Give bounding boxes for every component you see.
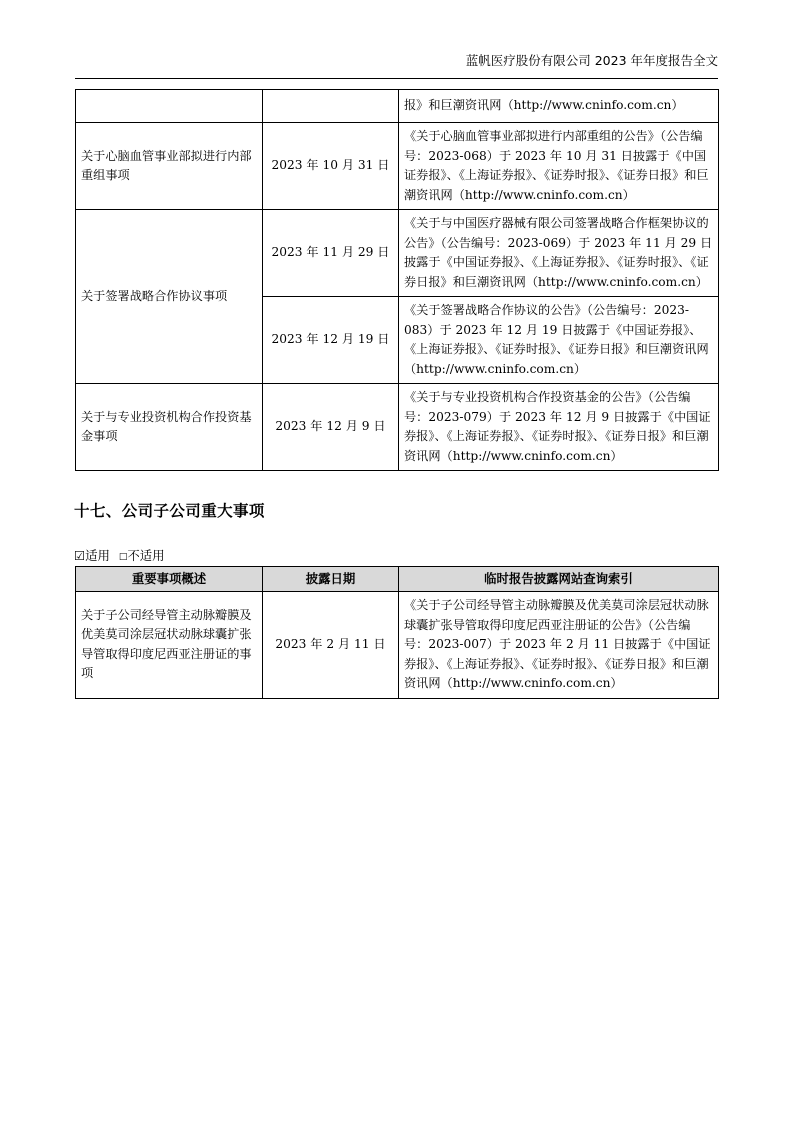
cell-date: 2023 年 12 月 19 日 <box>263 297 399 384</box>
column-header-date: 披露日期 <box>263 567 399 592</box>
not-applicable-option[interactable] <box>119 548 165 563</box>
table-row <box>76 384 719 471</box>
checkbox-empty-icon[interactable]: □ <box>118 552 128 562</box>
subsidiary-events-table-container <box>75 566 719 699</box>
table-row <box>76 210 719 297</box>
cell-date: 2023 年 2 月 11 日 <box>263 592 399 699</box>
cell-disclosure-index: 《关于心脑血管事业部拟进行内部重组的公告》（公告编号：2023-068）于 2023 年 10 月 31 日披露于《中国证券报》、《上海证券报》、《证券时报》、《证券日报》和巨潮资讯网（http://www.cninfo.com.cn） <box>399 123 719 210</box>
cell-date: 2023 年 11 月 29 日 <box>263 210 399 297</box>
column-header-topic: 重要事项概述 <box>76 567 263 592</box>
page-section-heading: 十七、公司子公司重大事项 <box>74 502 265 520</box>
applicability-selector <box>74 546 174 564</box>
cell-topic <box>76 90 263 123</box>
cell-disclosure-index: 《关于子公司经导管主动脉瓣膜及优美莫司涂层冠状动脉球囊扩张导管取得印度尼西亚注册证的公告》（公告编号：2023-007）于 2023 年 2 月 11 日披露于《中国证券报》、《上海证券报》、《证券时报》、《证券日报》和巨潮资讯网（http://www.cninfo.com.cn） <box>399 592 719 699</box>
announcements-table-container <box>75 89 719 471</box>
cell-disclosure-index: 《关于与中国医疗器械有限公司签署战略合作框架协议的公告》（公告编号：2023-069）于 2023 年 11 月 29 日披露于《中国证券报》、《上海证券报》、《证券时报》、《证券日报》和巨潮资讯网（http://www.cninfo.com.cn） <box>399 210 719 297</box>
cell-date: 2023 年 12 月 9 日 <box>263 384 399 471</box>
column-header-index: 临时报告披露网站查询索引 <box>399 567 719 592</box>
table-header-row <box>76 567 719 592</box>
table-row-continued <box>76 90 719 123</box>
applicable-label: 适用 <box>85 548 110 563</box>
not-applicable-label: 不适用 <box>127 548 165 563</box>
header-divider-rule <box>75 78 718 79</box>
table-row <box>76 123 719 210</box>
cell-topic: 关于子公司经导管主动脉瓣膜及优美莫司涂层冠状动脉球囊扩张导管取得印度尼西亚注册证的事项 <box>76 592 263 699</box>
checkbox-checked-icon[interactable]: ☑ <box>74 548 86 563</box>
page-header-title: 蓝帆医疗股份有限公司 2023 年年度报告全文 <box>465 53 718 68</box>
cell-disclosure-index: 《关于签署战略合作协议的公告》（公告编号：2023-083）于 2023 年 12 月 19 日披露于《中国证券报》、《上海证券报》、《证券时报》、《证券日报》和巨潮资讯网（http://www.cninfo.com.cn） <box>399 297 719 384</box>
cell-topic: 关于心脑血管事业部拟进行内部重组事项 <box>76 123 263 210</box>
cell-disclosure-index: 《关于与专业投资机构合作投资基金的公告》（公告编号：2023-079）于 2023 年 12 月 9 日披露于《中国证券报》、《上海证券报》、《证券时报》、《证券日报》和巨潮资讯网（http://www.cninfo.com.cn） <box>399 384 719 471</box>
cell-disclosure-index: 报》和巨潮资讯网（http://www.cninfo.com.cn） <box>399 90 719 123</box>
subsidiary-events-table <box>75 566 719 699</box>
table-row <box>76 592 719 699</box>
applicable-option[interactable] <box>74 548 110 563</box>
cell-date: 2023 年 10 月 31 日 <box>263 123 399 210</box>
announcements-table <box>75 89 719 471</box>
cell-topic: 关于与专业投资机构合作投资基金事项 <box>76 384 263 471</box>
cell-date <box>263 90 399 123</box>
cell-topic: 关于签署战略合作协议事项 <box>76 210 263 384</box>
